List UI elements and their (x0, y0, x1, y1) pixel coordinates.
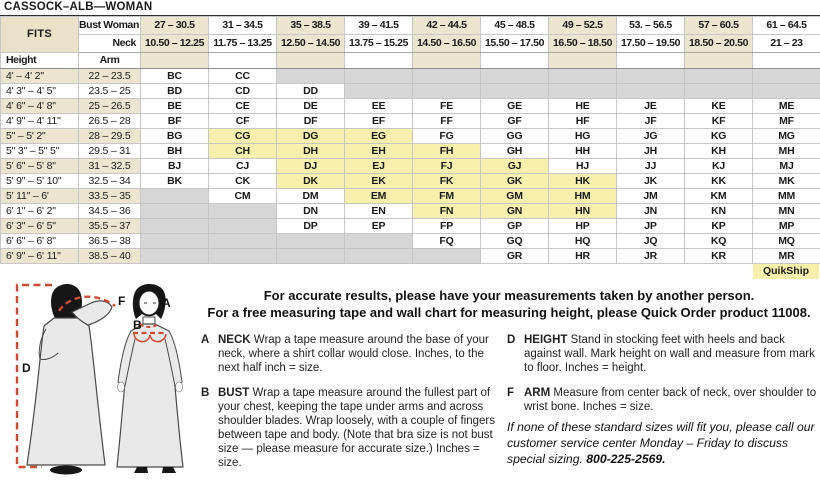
size-code-cell: FE (413, 99, 481, 114)
size-table-row (1, 174, 820, 189)
neck-range-header: 11.75 – 13.25 (209, 35, 277, 53)
bust-range-header: 27 – 30.5 (141, 17, 209, 35)
size-code-cell-quikship: DK (277, 174, 345, 189)
size-code-cell: BE (141, 99, 209, 114)
size-code-cell: JE (617, 99, 685, 114)
size-table-row (1, 219, 820, 234)
instruction-letter: F (507, 386, 524, 414)
size-unavailable-cell (617, 69, 685, 84)
arm-range-cell: 28 – 29.5 (79, 129, 141, 144)
header-spacer-cell (141, 53, 209, 69)
size-code-cell: JP (617, 219, 685, 234)
special-sizing-note (507, 419, 819, 467)
size-unavailable-cell (277, 69, 345, 84)
header-spacer-cell (413, 53, 481, 69)
size-table (0, 16, 820, 264)
size-code-cell: FF (413, 114, 481, 129)
bust-range-header: 35 – 38.5 (277, 17, 345, 35)
size-code-cell: MN (753, 204, 820, 219)
size-code-cell: KF (685, 114, 753, 129)
size-code-cell: BF (141, 114, 209, 129)
instructions-column-right (507, 333, 819, 425)
size-code-cell: DN (277, 204, 345, 219)
size-code-cell-quikship: EH (345, 144, 413, 159)
size-code-cell: MF (753, 114, 820, 129)
size-code-cell: MG (753, 129, 820, 144)
instruction-text: Stand in stocking feet with heels and back against wall. Mark height on wall and measure from mark to floor. Inches = height. (524, 334, 815, 374)
size-code-cell: HE (549, 99, 617, 114)
page-title: CASSOCK–ALB—WOMAN (0, 0, 820, 16)
neck-range-header: 10.50 – 12.25 (141, 35, 209, 53)
size-unavailable-cell (141, 234, 209, 249)
instruction-neck (201, 333, 501, 375)
size-code-cell: KG (685, 129, 753, 144)
size-code-cell-quikship: FN (413, 204, 481, 219)
size-code-cell: CC (209, 69, 277, 84)
size-table-row (1, 249, 820, 264)
size-code-cell: JR (617, 249, 685, 264)
size-code-cell: EE (345, 99, 413, 114)
bust-row-label: Bust Woman (79, 17, 141, 35)
size-code-cell: KQ (685, 234, 753, 249)
size-code-cell: HG (549, 129, 617, 144)
neck-range-header: 16.50 – 18.50 (549, 35, 617, 53)
instruction-letter: B (201, 386, 218, 470)
arm-range-cell: 22 – 23.5 (79, 69, 141, 84)
arm-column-header: Arm (79, 53, 141, 69)
size-code-cell-quikship: DH (277, 144, 345, 159)
quikship-row (0, 264, 820, 279)
measurement-figure-illustration (2, 281, 198, 481)
size-table-row (1, 144, 820, 159)
instruction-text: Wrap a tape measure around the base of your neck, where a shirt collar would close. Inches, to the next half inch = size. (218, 334, 489, 374)
header-spacer-cell (345, 53, 413, 69)
size-code-cell-quikship: EK (345, 174, 413, 189)
size-code-cell-quikship: FM (413, 189, 481, 204)
size-code-cell: KR (685, 249, 753, 264)
size-unavailable-cell (481, 69, 549, 84)
cassock-figure-drawing (2, 281, 198, 481)
intro-line-1: For accurate results, please have your measurements taken by another person. (200, 287, 818, 304)
size-code-cell: DM (277, 189, 345, 204)
size-table-row (1, 84, 820, 99)
size-code-cell: GP (481, 219, 549, 234)
size-code-cell: CD (209, 84, 277, 99)
fits-header-cell: FITS (1, 17, 79, 53)
size-table-row (1, 69, 820, 84)
size-code-cell-quikship: EM (345, 189, 413, 204)
instruction-text: Measure from center back of neck, over shoulder to wrist bone. Inches = size. (524, 387, 816, 413)
size-table-row (1, 99, 820, 114)
size-code-cell: BJ (141, 159, 209, 174)
size-code-cell: GQ (481, 234, 549, 249)
size-code-cell: HQ (549, 234, 617, 249)
instruction-term: BUST (218, 387, 249, 399)
size-code-cell-quikship: DJ (277, 159, 345, 174)
size-code-cell: CM (209, 189, 277, 204)
header-spacer-cell (617, 53, 685, 69)
back-view-figure (27, 284, 112, 474)
size-code-cell-quikship: FK (413, 174, 481, 189)
size-unavailable-cell (413, 84, 481, 99)
size-code-cell: CK (209, 174, 277, 189)
neck-row-label: Neck (79, 35, 141, 53)
size-unavailable-cell (413, 69, 481, 84)
size-code-cell: JM (617, 189, 685, 204)
size-code-cell: GG (481, 129, 549, 144)
bust-range-header: 53. – 56.5 (617, 17, 685, 35)
measuring-intro-text (200, 287, 818, 321)
size-code-cell: FP (413, 219, 481, 234)
size-code-cell: HP (549, 219, 617, 234)
size-unavailable-cell (141, 204, 209, 219)
bust-range-header: 49 – 52.5 (549, 17, 617, 35)
height-range-cell: 5' 11" – 6' (1, 189, 79, 204)
size-code-cell: EN (345, 204, 413, 219)
size-code-cell: BK (141, 174, 209, 189)
size-code-cell: ME (753, 99, 820, 114)
size-code-cell-quikship: HN (549, 204, 617, 219)
arm-range-cell: 31 – 32.5 (79, 159, 141, 174)
header-spacer-cell (753, 53, 820, 69)
neck-range-header: 12.50 – 14.50 (277, 35, 345, 53)
figure-label-b: B (133, 318, 142, 332)
size-code-cell: KK (685, 174, 753, 189)
size-code-cell: KH (685, 144, 753, 159)
customer-service-phone: 800-225-2569. (586, 452, 665, 466)
size-unavailable-cell (345, 234, 413, 249)
arm-range-cell: 23.5 – 25 (79, 84, 141, 99)
size-code-cell-quikship: DG (277, 129, 345, 144)
size-table-row (1, 159, 820, 174)
instruction-letter: D (507, 333, 524, 375)
height-range-cell: 4' 6" – 4' 8" (1, 99, 79, 114)
size-code-cell: GE (481, 99, 549, 114)
size-code-cell: FG (413, 129, 481, 144)
size-table-row (1, 189, 820, 204)
size-code-cell: CE (209, 99, 277, 114)
size-code-cell: BC (141, 69, 209, 84)
size-code-cell: KM (685, 189, 753, 204)
size-code-cell: CF (209, 114, 277, 129)
neck-range-header: 15.50 – 17.50 (481, 35, 549, 53)
size-code-cell: JJ (617, 159, 685, 174)
instruction-height (507, 333, 819, 375)
bust-range-header: 42 – 44.5 (413, 17, 481, 35)
neck-range-header: 17.50 – 19.50 (617, 35, 685, 53)
size-code-cell-quikship: EG (345, 129, 413, 144)
size-code-cell-quikship: HM (549, 189, 617, 204)
instruction-term: ARM (524, 387, 550, 399)
size-code-cell: DD (277, 84, 345, 99)
size-unavailable-cell (685, 84, 753, 99)
arm-range-cell: 35.5 – 37 (79, 219, 141, 234)
size-table-row (1, 114, 820, 129)
size-code-cell: KP (685, 219, 753, 234)
figure-label-d: D (22, 361, 31, 375)
size-code-cell-quikship: CG (209, 129, 277, 144)
size-unavailable-cell (209, 234, 277, 249)
size-unavailable-cell (413, 249, 481, 264)
height-range-cell: 4' 9" – 4' 11" (1, 114, 79, 129)
height-range-cell: 4' 3" – 4' 5" (1, 84, 79, 99)
bust-range-header: 31 – 34.5 (209, 17, 277, 35)
instruction-letter: A (201, 333, 218, 375)
arm-range-cell: 36.5 – 38 (79, 234, 141, 249)
instruction-bust (201, 386, 501, 470)
size-code-cell: JN (617, 204, 685, 219)
size-unavailable-cell (141, 219, 209, 234)
size-code-cell: JK (617, 174, 685, 189)
header-spacer-cell (481, 53, 549, 69)
size-code-cell-quikship: CH (209, 144, 277, 159)
size-code-cell: MK (753, 174, 820, 189)
size-code-cell: BD (141, 84, 209, 99)
size-table-row (1, 204, 820, 219)
size-code-cell-quikship: GK (481, 174, 549, 189)
size-code-cell: MJ (753, 159, 820, 174)
instruction-term: NECK (218, 334, 251, 346)
size-unavailable-cell (277, 234, 345, 249)
size-unavailable-cell (549, 84, 617, 99)
neck-range-header: 14.50 – 16.50 (413, 35, 481, 53)
arm-range-cell: 34.5 – 36 (79, 204, 141, 219)
size-code-cell-quikship: GM (481, 189, 549, 204)
instructions-column-left (201, 333, 501, 481)
figure-label-f: F (118, 294, 125, 308)
size-code-cell-quikship: GN (481, 204, 549, 219)
arm-range-cell: 38.5 – 40 (79, 249, 141, 264)
size-code-cell: BH (141, 144, 209, 159)
size-code-cell: GH (481, 144, 549, 159)
size-unavailable-cell (549, 69, 617, 84)
size-code-cell-quikship: EJ (345, 159, 413, 174)
size-unavailable-cell (141, 189, 209, 204)
size-unavailable-cell (345, 69, 413, 84)
neck-range-header: 18.50 – 20.50 (685, 35, 753, 53)
height-range-cell: 6' 6" – 6' 8" (1, 234, 79, 249)
size-code-cell: DF (277, 114, 345, 129)
size-unavailable-cell (277, 249, 345, 264)
bust-range-header: 57 – 60.5 (685, 17, 753, 35)
arm-range-cell: 25 – 26.5 (79, 99, 141, 114)
arm-range-cell: 32.5 – 34 (79, 174, 141, 189)
size-code-cell: JH (617, 144, 685, 159)
size-code-cell: JF (617, 114, 685, 129)
size-code-cell: EP (345, 219, 413, 234)
instruction-arm (507, 386, 819, 414)
height-range-cell: 5' 6" – 5' 8" (1, 159, 79, 174)
header-spacer-cell (209, 53, 277, 69)
height-range-cell: 6' 1" – 6' 2" (1, 204, 79, 219)
size-code-cell: MM (753, 189, 820, 204)
size-unavailable-cell (481, 84, 549, 99)
bust-range-header: 39 – 41.5 (345, 17, 413, 35)
height-range-cell: 6' 3" – 6' 5" (1, 219, 79, 234)
size-code-cell: HR (549, 249, 617, 264)
size-code-cell: MR (753, 249, 820, 264)
size-code-cell: KJ (685, 159, 753, 174)
neck-range-header: 13.75 – 15.25 (345, 35, 413, 53)
special-sizing-text: If none of these standard sizes will fit you, please call our customer service center Monday – Friday to discuss special sizing. (507, 420, 815, 466)
size-unavailable-cell (345, 84, 413, 99)
size-unavailable-cell (685, 69, 753, 84)
height-column-header: Height (1, 53, 79, 69)
size-code-cell: MQ (753, 234, 820, 249)
size-table-row (1, 234, 820, 249)
size-code-cell: MH (753, 144, 820, 159)
header-spacer-cell (277, 53, 345, 69)
size-code-cell: MP (753, 219, 820, 234)
size-code-cell: DP (277, 219, 345, 234)
header-spacer-cell (685, 53, 753, 69)
neck-range-header: 21 – 23 (753, 35, 820, 53)
size-code-cell-quikship: FH (413, 144, 481, 159)
height-range-cell: 5" – 5' 2" (1, 129, 79, 144)
height-range-cell: 5' 9" – 5' 10" (1, 174, 79, 189)
arm-range-cell: 33.5 – 35 (79, 189, 141, 204)
size-unavailable-cell (345, 249, 413, 264)
bust-range-header: 45 – 48.5 (481, 17, 549, 35)
size-code-cell: JQ (617, 234, 685, 249)
intro-line-2: For a free measuring tape and wall chart for measuring height, please Quick Order product 11008. (200, 304, 818, 321)
size-unavailable-cell (617, 84, 685, 99)
size-table-row (1, 129, 820, 144)
height-range-cell: 4' – 4' 2" (1, 69, 79, 84)
size-unavailable-cell (753, 69, 820, 84)
height-range-cell: 5" 3" – 5" 5" (1, 144, 79, 159)
size-code-cell: BG (141, 129, 209, 144)
size-code-cell-quikship: FJ (413, 159, 481, 174)
size-code-cell: DE (277, 99, 345, 114)
size-code-cell: EF (345, 114, 413, 129)
size-code-cell: CJ (209, 159, 277, 174)
size-unavailable-cell (209, 249, 277, 264)
arm-range-cell: 29.5 – 31 (79, 144, 141, 159)
figure-label-a: A (162, 296, 171, 310)
size-code-cell-quikship: GJ (481, 159, 549, 174)
height-range-cell: 6' 9" – 6' 11" (1, 249, 79, 264)
size-unavailable-cell (141, 249, 209, 264)
size-code-cell: KE (685, 99, 753, 114)
instruction-text: Wrap a tape measure around the fullest part of your chest, keeping the tape under arms and across shoulder blades. Wrap loosely, with a couple of fingers between tape and body. (Note that bra size is not bust size — please measure for accurate size.) Inches = size. (218, 387, 495, 469)
size-unavailable-cell (753, 84, 820, 99)
size-code-cell: HF (549, 114, 617, 129)
header-spacer-cell (549, 53, 617, 69)
size-code-cell: FQ (413, 234, 481, 249)
size-code-cell: JG (617, 129, 685, 144)
size-code-cell: HH (549, 144, 617, 159)
size-chart-table (0, 16, 820, 279)
front-view-figure (117, 284, 183, 473)
size-unavailable-cell (209, 219, 277, 234)
bust-range-header: 61 – 64.5 (753, 17, 820, 35)
size-unavailable-cell (209, 204, 277, 219)
quikship-legend: QuikShip (753, 264, 819, 279)
size-code-cell-quikship: HK (549, 174, 617, 189)
size-code-cell: GR (481, 249, 549, 264)
size-code-cell: HJ (549, 159, 617, 174)
arm-range-cell: 26.5 – 28 (79, 114, 141, 129)
instruction-term: HEIGHT (524, 334, 567, 346)
size-code-cell: GF (481, 114, 549, 129)
size-code-cell: KN (685, 204, 753, 219)
